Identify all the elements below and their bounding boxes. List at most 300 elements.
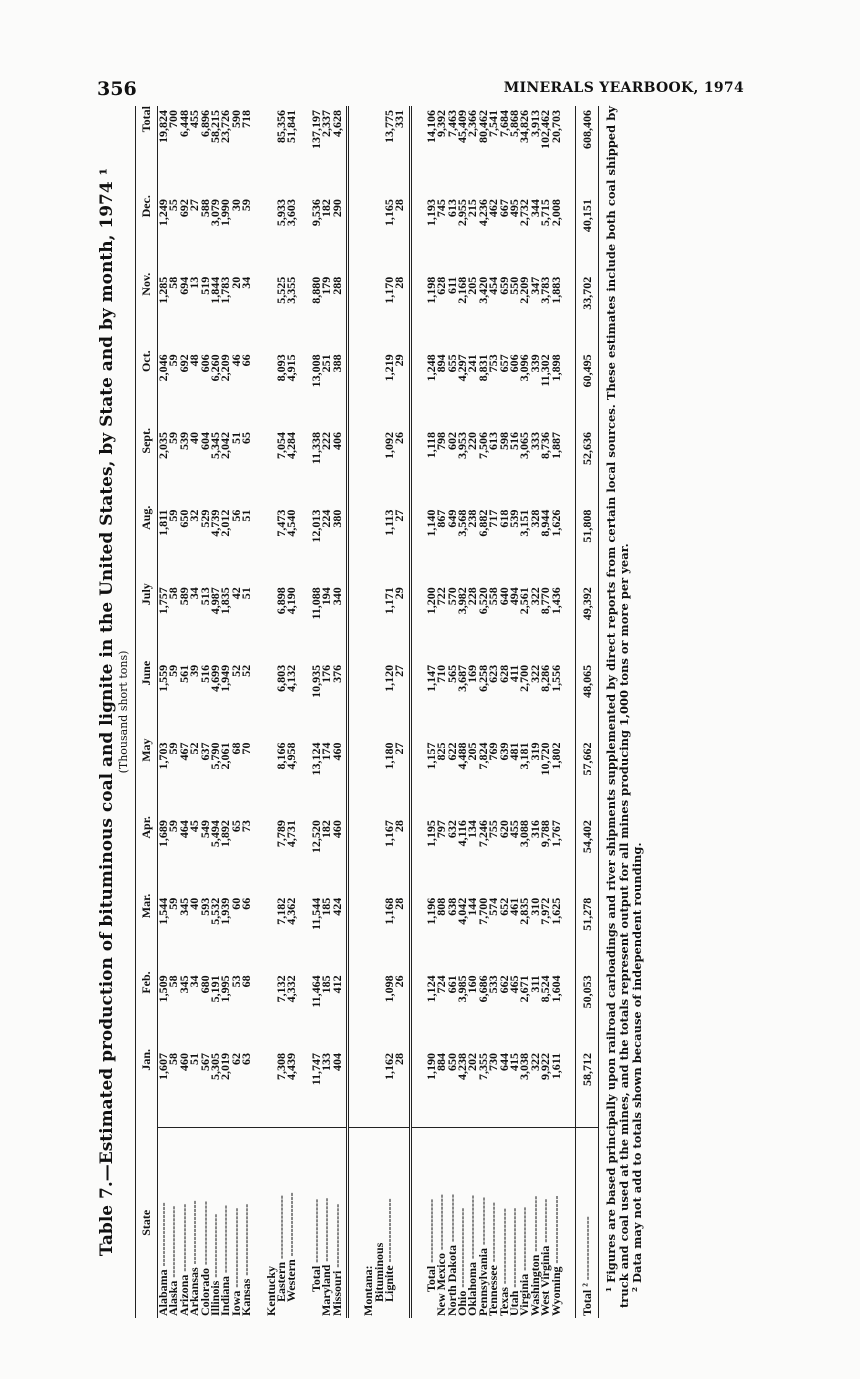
value-cell: 5,191 [208,975,223,1003]
value-cell: 718 [239,110,254,128]
value-cell: 28 [392,199,407,212]
value-cell: 288 [329,276,344,295]
value-cell: 29 [392,587,407,600]
value-cell: 465 [506,975,521,994]
value-cell: 380 [329,509,344,528]
state-cell: Oklahoma ---------------- [465,1195,480,1316]
table-row [363,106,373,1318]
value-cell: 3,065 [517,431,532,459]
value-cell: 1,844 [208,276,223,304]
value-cell: 1,802 [548,742,563,770]
value-cell [363,350,373,428]
value-cell: 9,392 [434,110,449,137]
value-cell: 45 [187,820,202,833]
value-cell: 454 [486,276,501,295]
value-cell: 565 [444,664,459,683]
value-cell: 3,913 [527,110,542,137]
value-cell: 5,715 [538,199,553,227]
value-cell: 539 [176,431,191,450]
value-cell: 7,824 [475,742,490,770]
column-header: Jan. [136,1049,158,1128]
value-cell: 4,132 [284,664,299,692]
value-cell: 1,098 [381,975,396,1003]
value-cell [363,583,373,661]
value-cell: 460 [329,742,344,761]
value-cell: 40 [187,431,202,444]
value-cell: 894 [434,354,449,373]
value-cell: 590 [228,110,243,128]
state-cell: Texas ------------------- [496,1208,511,1316]
value-cell: 220 [465,431,480,450]
value-cell: 185 [319,897,334,916]
state-cell: Utah -------------------- [506,1207,521,1316]
value-cell: 1,162 [384,1049,394,1128]
value-cell: 3,982 [454,587,469,615]
value-cell: 604 [197,431,212,450]
value-cell [363,1049,373,1128]
value-cell: 5,305 [210,1049,220,1128]
value-cell: 464 [176,820,191,839]
value-cell: 3,783 [538,276,553,304]
value-cell: 28 [394,1049,404,1128]
value-cell: 10,720 [538,742,553,776]
value-cell: 638 [444,897,459,916]
value-cell: 567 [200,1049,210,1128]
value-cell: 8,286 [538,664,553,692]
value-cell: 593 [197,897,212,916]
value-cell: 1,248 [423,354,438,382]
value-cell: 40,151 [576,195,599,273]
value-cell: 59 [166,509,181,522]
state-cell: Alaska ------------------ [166,1205,181,1316]
value-cell: 5,868 [506,110,521,137]
value-cell: 1,140 [423,509,438,537]
value-cell: 7,182 [274,897,289,925]
value-cell: 640 [496,587,511,606]
value-cell: 692 [176,354,191,373]
value-cell: 2,042 [218,431,233,459]
value-cell [363,506,373,584]
value-cell: 4,190 [284,587,299,615]
rotated-table-block [95,106,767,1318]
value-cell: 2,561 [517,587,532,615]
value-cell: 1,436 [548,587,563,615]
value-cell: 7,473 [274,509,289,537]
value-cell: 57,662 [576,738,599,816]
value-cell: 2,955 [454,199,469,227]
value-cell: 68 [228,742,243,755]
state-cell: Western ---------------- [284,1192,299,1302]
value-cell: 1,168 [381,897,396,925]
value-cell: 4,362 [284,897,299,925]
value-cell: 570 [444,587,459,606]
value-cell: 8,736 [538,431,553,459]
value-cell: 1,703 [156,742,170,770]
value-cell: 6,520 [475,587,490,615]
value-cell: 2,035 [156,431,170,459]
value-cell: 46 [228,354,243,367]
value-cell: 808 [434,897,449,916]
value-cell: 755 [486,820,501,839]
value-cell: 667 [496,199,511,218]
value-cell: 1,124 [423,975,438,1003]
value-cell [363,661,373,739]
value-cell: 59 [166,431,181,444]
value-cell: 11,544 [308,897,323,931]
value-cell: 519 [197,276,212,295]
value-cell: 9,536 [308,199,323,227]
state-cell: Pennsylvania ------------ [475,1197,490,1316]
value-cell: 1,198 [423,276,438,304]
value-cell: 339 [527,354,542,373]
state-cell: Alabama ---------------- [156,1202,170,1316]
value-cell: 322 [530,1049,540,1128]
value-cell: 644 [499,1049,509,1128]
value-cell: 182 [319,820,334,839]
value-cell: 9,788 [538,820,553,848]
value-cell: 825 [434,742,449,761]
value-cell: 59 [166,664,181,677]
value-cell: 1,949 [218,664,233,692]
value-cell: 533 [486,975,501,994]
value-cell: 1,887 [548,431,563,459]
value-cell: 12,013 [308,509,323,543]
value-cell: 51,808 [576,506,599,584]
value-cell: 58 [168,1049,178,1128]
value-cell: 224 [319,509,334,528]
value-cell: 51 [239,509,254,522]
value-cell: 311 [527,975,542,993]
value-cell: 62 [231,1049,241,1128]
value-cell: 628 [434,276,449,295]
value-cell: 6,448 [176,110,191,137]
value-cell: 4,332 [284,975,299,1003]
state-cell: Virginia ---------------- [517,1206,532,1316]
value-cell: 51,841 [284,110,299,143]
value-cell [363,738,373,816]
value-cell: 3,420 [475,276,490,304]
value-cell: 700 [166,110,181,128]
value-cell: 33,702 [576,273,599,351]
value-cell: 1,811 [156,509,170,536]
value-cell: 316 [527,820,542,839]
value-cell: 51 [189,1049,199,1128]
value-cell: 11,464 [308,975,323,1008]
value-cell: 867 [434,509,449,528]
value-cell: 462 [486,199,501,218]
value-cell: 6,260 [208,354,223,382]
value-cell: 753 [486,354,501,373]
value-cell: 3,985 [454,975,469,1003]
value-cell: 174 [319,742,334,761]
value-cell: 4,116 [454,820,469,847]
value-cell: 724 [434,975,449,994]
value-cell: 650 [176,509,191,528]
value-cell: 622 [444,742,459,761]
value-cell [363,195,373,273]
value-cell: 2,209 [218,354,233,382]
value-cell: 1,249 [156,199,170,227]
value-cell: 52 [187,742,202,755]
value-cell: 58,712 [576,1049,599,1128]
value-cell: 8,770 [538,587,553,615]
value-cell: 1,190 [426,1049,436,1128]
value-cell: 1,625 [548,897,563,925]
value-cell: 58 [166,587,181,600]
running-head: MINERALS YEARBOOK, 1974 [503,80,744,96]
value-cell: 39 [187,664,202,677]
value-cell: 182 [319,199,334,218]
table-row [241,106,251,1318]
state-cell: Bituminous [371,1242,386,1302]
value-cell: 59 [166,354,181,367]
value-cell: 2,732 [517,199,532,227]
value-cell: 60 [228,897,243,910]
value-cell: 7,054 [274,431,289,459]
value-cell: 137,197 [308,110,323,149]
value-cell: 588 [197,199,212,218]
value-cell: 574 [486,897,501,916]
value-cell: 73 [239,820,254,833]
column-header: State [136,1128,158,1319]
value-cell: 194 [319,587,334,606]
value-cell: 657 [496,354,511,373]
value-cell: 1,767 [548,820,563,848]
value-cell: 455 [506,820,521,839]
value-cell: 331 [392,110,407,128]
value-cell: 34 [187,975,202,988]
value-cell: 620 [496,820,511,839]
value-cell: 5,790 [208,742,223,770]
state-cell: Colorado ---------------- [197,1201,212,1316]
value-cell: 179 [319,276,334,295]
value-cell: 404 [332,1049,342,1128]
value-cell: 4,439 [286,1049,296,1128]
value-cell: 60,495 [576,350,599,428]
value-cell: 3,355 [284,276,299,304]
state-cell: Tennessee --------------- [486,1202,501,1316]
value-cell: 606 [506,354,521,373]
state-cell: Illinois ---------------- [208,1213,223,1316]
value-cell: 34,826 [517,110,532,143]
value-cell: 613 [486,431,501,450]
value-cell: 27 [392,664,407,677]
value-cell: 4,488 [454,742,469,770]
value-cell: 4,297 [454,354,469,382]
value-cell: 205 [465,742,480,761]
value-cell: 7,684 [496,110,511,137]
value-cell: 529 [197,509,212,528]
value-cell: 1,611 [551,1049,561,1128]
column-header: June [136,661,158,739]
value-cell: 53 [228,975,243,988]
value-cell: 1,118 [423,431,438,459]
value-cell [363,273,373,351]
value-cell: 59 [166,897,181,910]
value-cell: 13,124 [308,742,323,776]
value-cell: 13 [187,276,202,289]
value-cell: 1,757 [156,587,170,615]
state-cell: Indiana ----------------- [218,1205,233,1316]
value-cell: 7,246 [475,820,490,848]
value-cell: 228 [465,587,480,606]
value-cell: 613 [444,199,459,218]
value-cell: 3,096 [517,354,532,382]
value-cell: 2,337 [319,110,334,137]
value-cell: 5,933 [274,199,289,227]
value-cell: 19,824 [156,110,170,143]
value-cell: 13,008 [308,354,323,388]
column-header: Total [136,106,158,195]
column-header: Apr. [136,816,158,894]
value-cell: 169 [465,664,480,683]
value-cell: 7,789 [274,820,289,848]
value-cell: 2,671 [517,975,532,1003]
value-cell: 176 [319,664,334,683]
value-cell: 2,835 [517,897,532,925]
value-cell: 58 [166,975,181,988]
column-header: Dec. [136,195,158,273]
value-cell: 415 [509,1049,519,1128]
value-cell: 797 [434,820,449,839]
value-cell: 319 [527,742,542,761]
value-cell: 80,462 [475,110,490,143]
value-cell: 6,803 [274,664,289,692]
value-cell: 680 [197,975,212,994]
value-cell: 7,541 [486,110,501,137]
state-cell: Wyoming ----------------- [548,1195,563,1316]
value-cell: 58,215 [208,110,223,143]
value-cell: 1,167 [381,820,396,848]
state-cell: Lignite ---------------- [381,1198,396,1302]
value-cell: 133 [321,1049,331,1128]
value-cell: 495 [506,199,521,218]
value-cell: 722 [434,587,449,606]
column-header: Sept. [136,428,158,506]
value-cell: 6,896 [197,110,212,137]
column-header: Aug. [136,506,158,584]
page-number: 356 [97,78,137,100]
value-cell: 632 [444,820,459,839]
value-cell: 202 [467,1049,477,1128]
value-cell: 1,170 [381,276,396,304]
header-row [136,106,158,1318]
value-cell: 7,308 [276,1049,286,1128]
value-cell: 134 [465,820,480,839]
value-cell: 52,636 [576,428,599,506]
value-cell: 42 [228,587,243,600]
value-cell: 2,700 [517,664,532,692]
value-cell: 3,687 [454,664,469,692]
value-cell: 2,008 [548,199,563,227]
production-table [135,106,599,1318]
table-row [551,106,561,1318]
value-cell: 5,532 [208,897,223,925]
value-cell: 8,093 [274,354,289,382]
value-cell: 63 [241,1049,251,1128]
value-cell: 516 [506,431,521,450]
value-cell: 3,088 [517,820,532,848]
value-cell: 1,626 [548,509,563,537]
value-cell: 20,703 [548,110,563,143]
value-cell: 4,540 [284,509,299,537]
value-cell: 655 [444,354,459,373]
value-cell: 32 [187,509,202,522]
value-cell: 1,196 [423,897,438,925]
state-cell: Montana: [361,1265,376,1316]
value-cell: 347 [527,276,542,295]
state-cell: Ohio -------------------- [454,1207,469,1316]
value-cell: 1,171 [381,587,396,615]
value-cell: 412 [329,975,344,994]
value-cell: 411 [506,664,521,683]
value-cell: 8,880 [308,276,323,304]
value-cell: 618 [496,509,511,528]
value-cell: 4,699 [208,664,223,692]
value-cell: 66 [239,354,254,367]
value-cell: 11,088 [308,587,323,620]
value-cell [363,106,373,195]
value-cell: 4,958 [284,742,299,770]
value-cell: 6,686 [475,975,490,1003]
column-header: Oct. [136,350,158,428]
table-subtitle: (Thousand short tons) [117,650,130,774]
value-cell: 345 [176,897,191,916]
value-cell: 1,120 [381,664,396,692]
value-cell: 7,132 [274,975,289,1003]
value-cell: 144 [465,897,480,916]
value-cell: 692 [176,199,191,218]
value-cell: 12,520 [308,820,323,854]
value-cell: 550 [506,276,521,295]
value-cell: 14,106 [423,110,438,143]
value-cell: 310 [527,897,542,916]
value-cell: 48,065 [576,661,599,739]
value-cell: 424 [329,897,344,916]
value-cell: 769 [486,742,501,761]
value-cell: 160 [465,975,480,994]
value-cell: 6,882 [475,509,490,537]
column-header: Mar. [136,894,158,972]
value-cell: 1,200 [423,587,438,615]
value-cell: 5,345 [208,431,223,459]
value-cell: 1,165 [381,199,396,227]
value-cell: 27 [187,199,202,212]
value-cell: 460 [329,820,344,839]
value-cell: 1,509 [156,975,170,1003]
value-cell: 13,775 [381,110,396,143]
value-cell: 516 [197,664,212,683]
footnote-2: ² Data may not add to totals shown because of independent rounding. [630,842,645,1292]
value-cell: 606 [197,354,212,373]
value-cell: 4,731 [284,820,299,848]
value-cell: 328 [527,509,542,528]
column-header: Nov. [136,273,158,351]
state-cell: Total ---------------- [423,1198,438,1292]
value-cell: 2,168 [454,276,469,304]
value-cell: 2,019 [220,1049,230,1128]
value-cell: 623 [486,664,501,683]
value-cell: 1,995 [218,975,233,1003]
value-cell: 1,689 [156,820,170,848]
value-cell: 455 [187,110,202,128]
value-cell: 40 [187,897,202,910]
value-cell: 1,883 [548,276,563,304]
value-cell: 59 [166,742,181,755]
value-cell: 1,219 [381,354,396,382]
value-cell: 1,556 [548,664,563,692]
value-cell: 388 [329,354,344,373]
